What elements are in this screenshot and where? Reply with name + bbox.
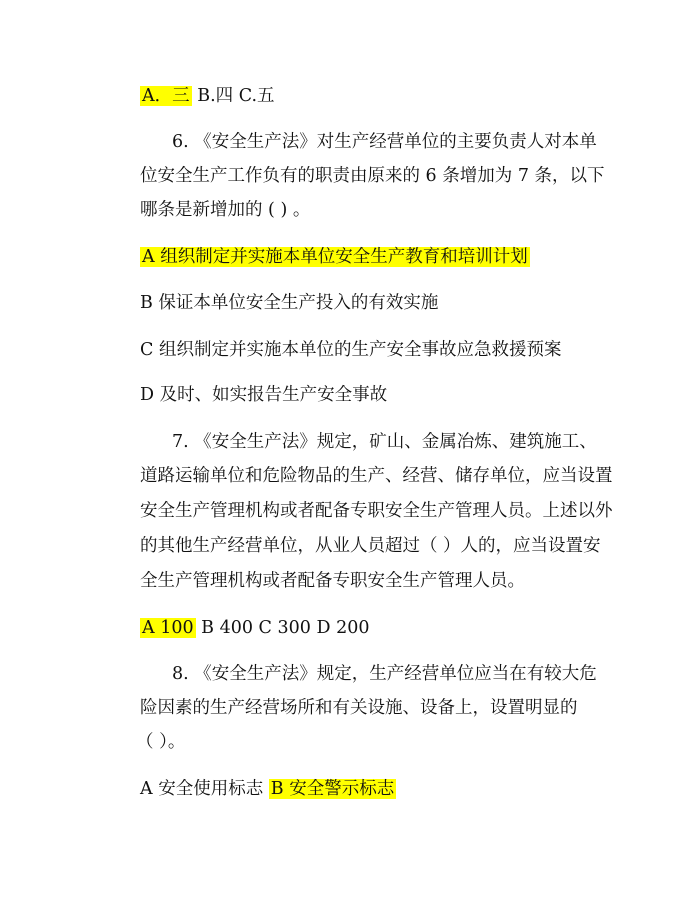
q6-option-d: D 及时、如实报告生产安全事故 xyxy=(140,385,388,405)
q8-options xyxy=(140,777,396,801)
q6-question-line-2: 位安全生产工作负有的职责由原来的 6 条增加为 7 条，以下 xyxy=(140,166,605,186)
q5-other-options: B.四 C.五 xyxy=(191,86,275,106)
q7-question-line-4: 的其他生产经营单位，从业人员超过（ ）人的，应当设置安 xyxy=(140,536,601,556)
q7-highlighted-answer: A 100 xyxy=(142,618,194,638)
q8-highlighted-answer: B 安全警示标志 xyxy=(270,779,395,799)
q8-question-line-1: 8. 《安全生产法》规定，生产经营单位应当在有较大危 xyxy=(172,664,597,684)
q5-highlighted-answer: A．三 xyxy=(142,86,190,106)
q6-option-c: C 组织制定并实施本单位的生产安全事故应急救援预案 xyxy=(140,340,562,360)
q6-option-b: B 保证本单位安全生产投入的有效实施 xyxy=(140,293,439,313)
q7-question-line-1: 7. 《安全生产法》规定，矿山、金属冶炼、建筑施工、 xyxy=(172,432,597,452)
q7-question-line-3: 安全生产管理机构或者配备专职安全生产管理人员。上述以外 xyxy=(140,501,613,521)
q7-options xyxy=(140,616,369,640)
q8-question-line-3: （ ）。 xyxy=(136,732,186,752)
q7-question-line-2: 道路运输单位和危险物品的生产、经营、储存单位，应当设置 xyxy=(140,466,613,486)
q8-question-line-2: 险因素的生产经营场所和有关设施、设备上，设置明显的 xyxy=(140,698,578,718)
q7-question-line-5: 全生产管理机构或者配备专职安全生产管理人员。 xyxy=(140,571,525,591)
q5-options xyxy=(140,84,275,108)
q6-highlighted-answer: A 组织制定并实施本单位安全生产教育和培训计划 xyxy=(142,247,528,267)
q6-question-line-1: 6. 《安全生产法》对生产经营单位的主要负责人对本单 xyxy=(172,132,597,152)
q7-other-options: B 400 C 300 D 200 xyxy=(195,618,370,638)
q6-option-a xyxy=(140,245,530,269)
q8-option-a: A 安全使用标志 xyxy=(140,779,264,799)
q6-question-line-3: 哪条是新增加的 ( ) 。 xyxy=(140,200,311,220)
